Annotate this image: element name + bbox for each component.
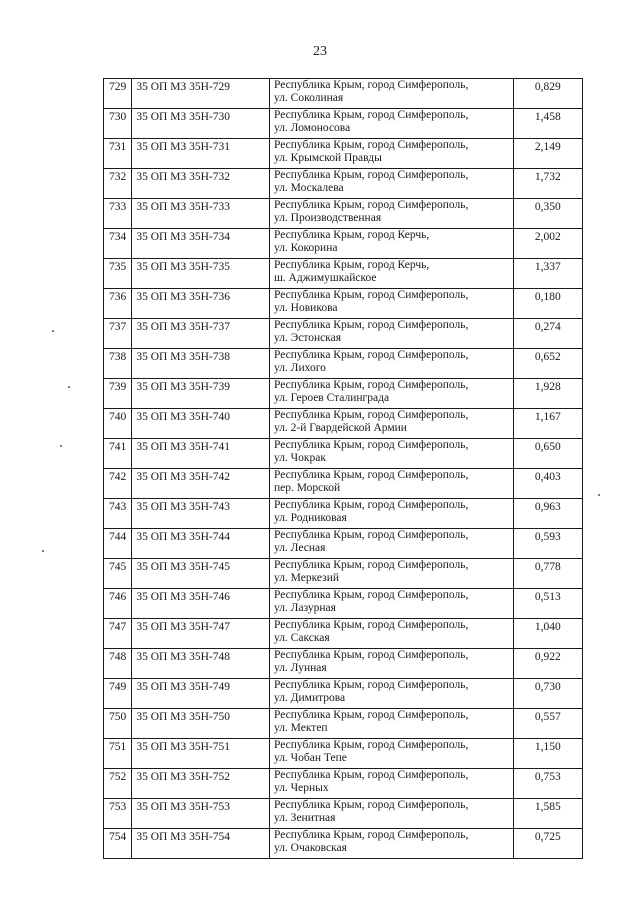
road-code-cell: 35 ОП МЗ 35Н-746 (132, 589, 270, 619)
table-row (104, 229, 583, 259)
length-cell: 0,274 (513, 319, 582, 349)
address-line-region: Республика Крым, город Симферополь, (273, 829, 469, 841)
road-code-cell: 35 ОП МЗ 35Н-742 (132, 469, 270, 499)
address-line-region: Республика Крым, город Симферополь, (273, 769, 469, 781)
address-cell (269, 769, 513, 799)
address-line-street: ул. Меркезий (273, 571, 340, 584)
address-cell (269, 199, 513, 229)
road-code-cell: 35 ОП МЗ 35Н-729 (132, 79, 270, 109)
address-cell (269, 109, 513, 139)
row-number-cell: 749 (104, 679, 132, 709)
address-cell (269, 259, 513, 289)
length-cell: 0,180 (513, 289, 582, 319)
address-line-region: Республика Крым, город Симферополь, (273, 739, 469, 751)
address-cell (269, 289, 513, 319)
row-number-cell: 740 (104, 409, 132, 439)
table-row (104, 349, 583, 379)
length-cell: 1,928 (513, 379, 582, 409)
road-code-cell: 35 ОП МЗ 35Н-750 (132, 709, 270, 739)
address-cell (269, 139, 513, 169)
road-code-cell: 35 ОП МЗ 35Н-745 (132, 559, 270, 589)
address-line-street: ш. Аджимушкайское (273, 271, 377, 284)
length-cell: 0,593 (513, 529, 582, 559)
table-row (104, 469, 583, 499)
road-code-cell: 35 ОП МЗ 35Н-735 (132, 259, 270, 289)
page-number: 23 (313, 44, 327, 59)
address-line-region: Республика Крым, город Симферополь, (273, 139, 469, 151)
address-line-region: Республика Крым, город Симферополь, (273, 799, 469, 811)
row-number-cell: 741 (104, 439, 132, 469)
road-code-cell: 35 ОП МЗ 35Н-736 (132, 289, 270, 319)
row-number-cell: 739 (104, 379, 132, 409)
row-number-cell: 738 (104, 349, 132, 379)
length-cell: 0,829 (513, 79, 582, 109)
table-row (104, 109, 583, 139)
road-code-cell: 35 ОП МЗ 35Н-732 (132, 169, 270, 199)
address-line-street: ул. Родниковая (273, 511, 347, 524)
address-line-street: ул. Мектеп (273, 721, 328, 734)
table-row (104, 739, 583, 769)
table-row (104, 319, 583, 349)
road-code-cell: 35 ОП МЗ 35Н-738 (132, 349, 270, 379)
address-cell (269, 499, 513, 529)
length-cell: 0,557 (513, 709, 582, 739)
length-cell: 0,963 (513, 499, 582, 529)
length-cell: 2,149 (513, 139, 582, 169)
length-cell: 0,778 (513, 559, 582, 589)
address-line-street: ул. Героев Сталинграда (273, 391, 390, 404)
table-row (104, 439, 583, 469)
address-line-region: Республика Крым, город Симферополь, (273, 289, 469, 301)
row-number-cell: 742 (104, 469, 132, 499)
road-code-cell: 35 ОП МЗ 35Н-740 (132, 409, 270, 439)
row-number-cell: 729 (104, 79, 132, 109)
address-cell (269, 439, 513, 469)
row-number-cell: 751 (104, 739, 132, 769)
road-code-cell: 35 ОП МЗ 35Н-733 (132, 199, 270, 229)
scan-speck (42, 550, 44, 552)
address-line-street: ул. Лазурная (273, 601, 336, 614)
length-cell: 1,040 (513, 619, 582, 649)
row-number-cell: 748 (104, 649, 132, 679)
address-line-street: ул. Лихого (273, 361, 326, 374)
road-code-cell: 35 ОП МЗ 35Н-739 (132, 379, 270, 409)
road-code-cell: 35 ОП МЗ 35Н-754 (132, 829, 270, 859)
address-cell (269, 649, 513, 679)
table-row (104, 709, 583, 739)
address-line-street: ул. Производственная (273, 211, 382, 224)
length-cell: 0,922 (513, 649, 582, 679)
address-cell (269, 169, 513, 199)
length-cell: 1,585 (513, 799, 582, 829)
address-line-street: ул. Эстонская (273, 331, 342, 344)
row-number-cell: 737 (104, 319, 132, 349)
length-cell: 0,513 (513, 589, 582, 619)
row-number-cell: 745 (104, 559, 132, 589)
address-line-region: Республика Крым, город Симферополь, (273, 529, 469, 541)
address-line-street: ул. Лесная (273, 541, 326, 554)
address-cell (269, 349, 513, 379)
address-line-street: пер. Морской (273, 481, 341, 494)
row-number-cell: 746 (104, 589, 132, 619)
table-row (104, 649, 583, 679)
road-code-cell: 35 ОП МЗ 35Н-747 (132, 619, 270, 649)
address-line-region: Республика Крым, город Симферополь, (273, 589, 469, 601)
table-row (104, 829, 583, 859)
table-row (104, 259, 583, 289)
road-code-cell: 35 ОП МЗ 35Н-737 (132, 319, 270, 349)
address-line-region: Республика Крым, город Симферополь, (273, 409, 469, 421)
table-row (104, 139, 583, 169)
scan-speck (598, 494, 600, 496)
length-cell: 0,652 (513, 349, 582, 379)
table-row (104, 559, 583, 589)
address-cell (269, 229, 513, 259)
address-line-street: ул. Димитрова (273, 691, 346, 704)
address-cell (269, 679, 513, 709)
address-line-street: ул. Новикова (273, 301, 338, 314)
road-code-cell: 35 ОП МЗ 35Н-743 (132, 499, 270, 529)
table-row (104, 679, 583, 709)
address-line-region: Республика Крым, город Симферополь, (273, 79, 469, 91)
address-line-region: Республика Крым, город Керчь, (273, 229, 430, 241)
address-line-street: ул. Соколиная (273, 91, 344, 104)
row-number-cell: 734 (104, 229, 132, 259)
address-line-region: Республика Крым, город Симферополь, (273, 649, 469, 661)
table-row (104, 79, 583, 109)
address-cell (269, 379, 513, 409)
address-line-region: Республика Крым, город Симферополь, (273, 379, 469, 391)
road-code-cell: 35 ОП МЗ 35Н-752 (132, 769, 270, 799)
table-body (104, 79, 583, 859)
road-registry-table (103, 78, 583, 859)
length-cell: 0,730 (513, 679, 582, 709)
table-row (104, 379, 583, 409)
address-cell (269, 589, 513, 619)
road-code-cell: 35 ОП МЗ 35Н-751 (132, 739, 270, 769)
address-cell (269, 79, 513, 109)
address-line-region: Республика Крым, город Симферополь, (273, 709, 469, 721)
length-cell: 1,150 (513, 739, 582, 769)
road-code-cell: 35 ОП МЗ 35Н-748 (132, 649, 270, 679)
address-line-street: ул. Зенитная (273, 811, 336, 824)
table-row (104, 589, 583, 619)
row-number-cell: 747 (104, 619, 132, 649)
table-row (104, 619, 583, 649)
row-number-cell: 732 (104, 169, 132, 199)
length-cell: 0,403 (513, 469, 582, 499)
address-line-region: Республика Крым, город Симферополь, (273, 559, 469, 571)
address-line-region: Республика Крым, город Симферополь, (273, 469, 469, 481)
road-code-cell: 35 ОП МЗ 35Н-753 (132, 799, 270, 829)
road-code-cell: 35 ОП МЗ 35Н-744 (132, 529, 270, 559)
row-number-cell: 736 (104, 289, 132, 319)
address-line-street: ул. Чокрак (273, 451, 326, 464)
table-row (104, 169, 583, 199)
address-line-street: ул. Кокорина (273, 241, 338, 254)
address-line-street: ул. Ломоносова (273, 121, 351, 134)
address-line-street: ул. Москалева (273, 181, 344, 194)
address-line-street: ул. Лунная (273, 661, 327, 674)
address-line-region: Республика Крым, город Симферополь, (273, 319, 469, 331)
road-code-cell: 35 ОП МЗ 35Н-734 (132, 229, 270, 259)
address-line-region: Республика Крым, город Симферополь, (273, 199, 469, 211)
table-row (104, 409, 583, 439)
row-number-cell: 752 (104, 769, 132, 799)
address-cell (269, 469, 513, 499)
table-row (104, 769, 583, 799)
length-cell: 2,002 (513, 229, 582, 259)
address-line-region: Республика Крым, город Симферополь, (273, 169, 469, 181)
address-line-region: Республика Крым, город Симферополь, (273, 499, 469, 511)
length-cell: 1,458 (513, 109, 582, 139)
road-code-cell: 35 ОП МЗ 35Н-749 (132, 679, 270, 709)
row-number-cell: 730 (104, 109, 132, 139)
row-number-cell: 735 (104, 259, 132, 289)
row-number-cell: 744 (104, 529, 132, 559)
address-line-street: ул. Очаковская (273, 841, 347, 854)
address-cell (269, 619, 513, 649)
row-number-cell: 750 (104, 709, 132, 739)
address-cell (269, 529, 513, 559)
address-line-region: Республика Крым, город Симферополь, (273, 619, 469, 631)
length-cell: 1,732 (513, 169, 582, 199)
length-cell: 1,167 (513, 409, 582, 439)
address-cell (269, 559, 513, 589)
table-row (104, 529, 583, 559)
table-row (104, 799, 583, 829)
table-row (104, 289, 583, 319)
address-cell (269, 409, 513, 439)
scan-speck (52, 330, 54, 332)
address-cell (269, 739, 513, 769)
road-code-cell: 35 ОП МЗ 35Н-731 (132, 139, 270, 169)
address-cell (269, 709, 513, 739)
table-row (104, 499, 583, 529)
scan-speck (68, 386, 70, 388)
row-number-cell: 753 (104, 799, 132, 829)
address-cell (269, 799, 513, 829)
table-row (104, 199, 583, 229)
row-number-cell: 731 (104, 139, 132, 169)
length-cell: 1,337 (513, 259, 582, 289)
address-line-street: ул. Чобан Тепе (273, 751, 347, 764)
address-cell (269, 319, 513, 349)
address-line-region: Республика Крым, город Симферополь, (273, 679, 469, 691)
length-cell: 0,350 (513, 199, 582, 229)
row-number-cell: 733 (104, 199, 132, 229)
address-line-region: Республика Крым, город Симферополь, (273, 439, 469, 451)
address-line-street: ул. 2-й Гвардейской Армии (273, 421, 407, 434)
address-line-region: Республика Крым, город Керчь, (273, 259, 430, 271)
address-line-street: ул. Черных (273, 781, 329, 794)
address-line-street: ул. Сакская (273, 631, 330, 644)
length-cell: 0,753 (513, 769, 582, 799)
length-cell: 0,650 (513, 439, 582, 469)
road-code-cell: 35 ОП МЗ 35Н-741 (132, 439, 270, 469)
address-line-region: Республика Крым, город Симферополь, (273, 109, 469, 121)
address-line-street: ул. Крымской Правды (273, 151, 382, 164)
address-cell (269, 829, 513, 859)
row-number-cell: 743 (104, 499, 132, 529)
length-cell: 0,725 (513, 829, 582, 859)
road-code-cell: 35 ОП МЗ 35Н-730 (132, 109, 270, 139)
row-number-cell: 754 (104, 829, 132, 859)
address-line-region: Республика Крым, город Симферополь, (273, 349, 469, 361)
scan-speck (60, 445, 62, 447)
